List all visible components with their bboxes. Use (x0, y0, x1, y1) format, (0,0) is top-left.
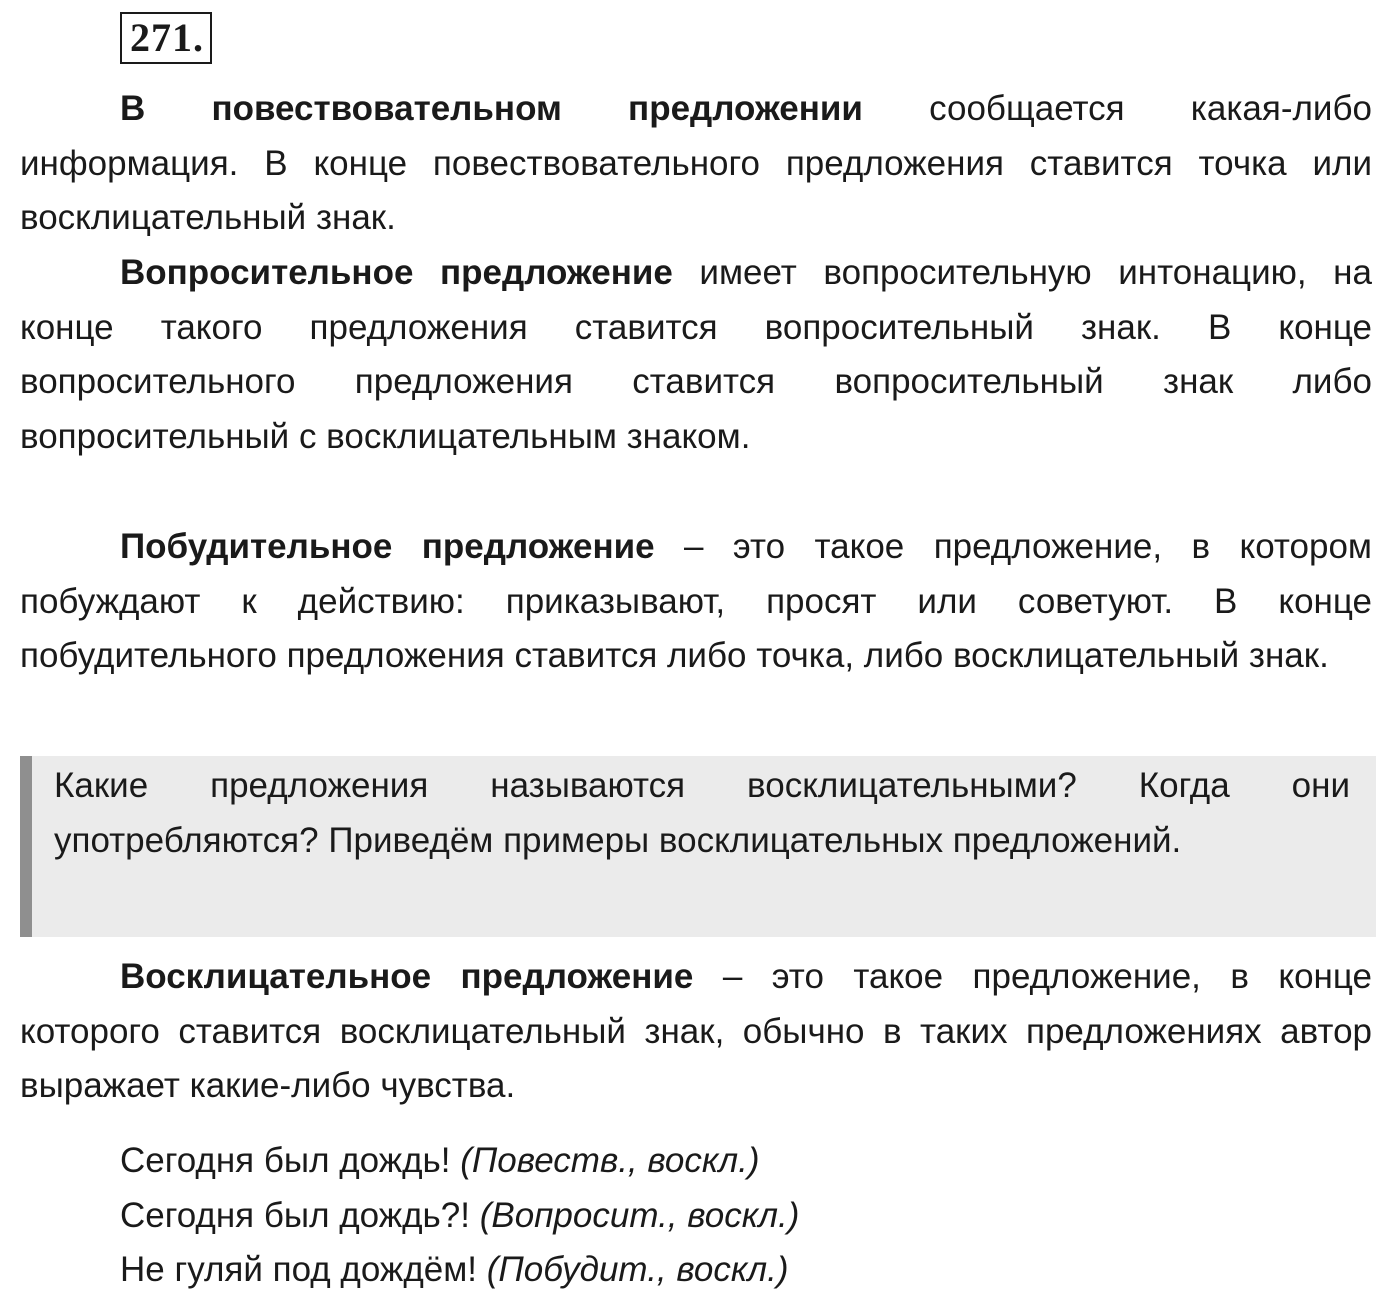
example-label: (Побудит., воскл.) (486, 1250, 789, 1290)
example-sentence: Сегодня был дождь?! (120, 1195, 480, 1235)
exclamatory-sentence-paragraph (20, 950, 1372, 1114)
example-label: (Повеств., воскл.) (460, 1141, 760, 1180)
question-text: Какие предложения называются восклицательными? Когда они употребляются? Приведём примеры восклицательных предложений. (54, 766, 1350, 860)
declarative-sentence-paragraph (20, 82, 1372, 246)
example-sentence: Сегодня был дождь! (120, 1141, 461, 1180)
paragraph-text: имеет вопросительную интонацию, на конце такого предложения ставится вопросительный знак. В конце вопросительного предложения ставится вопросительный знак либо вопросительный с восклицательным знаком. (20, 253, 1372, 457)
example-item (120, 1134, 799, 1189)
paragraph-text: – это такое предложение, в котором побуждают к действию: приказывают, просят или советуют. В конце побудительного предложения ставится либо точка, либо восклицательный знак. (20, 527, 1372, 676)
imperative-sentence-paragraph (20, 520, 1372, 684)
question-box (20, 756, 1376, 937)
paragraph-text: – это такое предложение, в конце которого ставится восклицательный знак, обычно в таких предложениях автор выражает какие-либо чувства. (20, 957, 1372, 1106)
term-interrogative: Вопросительное предложение (120, 253, 673, 292)
example-label: (Вопросит., воскл.) (479, 1195, 800, 1235)
interrogative-sentence-paragraph (20, 246, 1372, 465)
example-sentence: Не гуляй под дождём! (120, 1250, 487, 1290)
paragraph-text: сообщается какая-либо информация. В конце повествовательного предложения ставится точка или восклицательный знак. (20, 89, 1372, 238)
term-imperative: Побудительное предложение (120, 527, 655, 566)
term-declarative: В повествовательном предложении (120, 89, 863, 128)
term-exclamatory: Восклицательное предложение (120, 957, 694, 996)
example-item (120, 1243, 799, 1298)
examples-list (120, 1134, 799, 1298)
exercise-number: 271. (120, 12, 212, 64)
example-item (120, 1189, 799, 1244)
